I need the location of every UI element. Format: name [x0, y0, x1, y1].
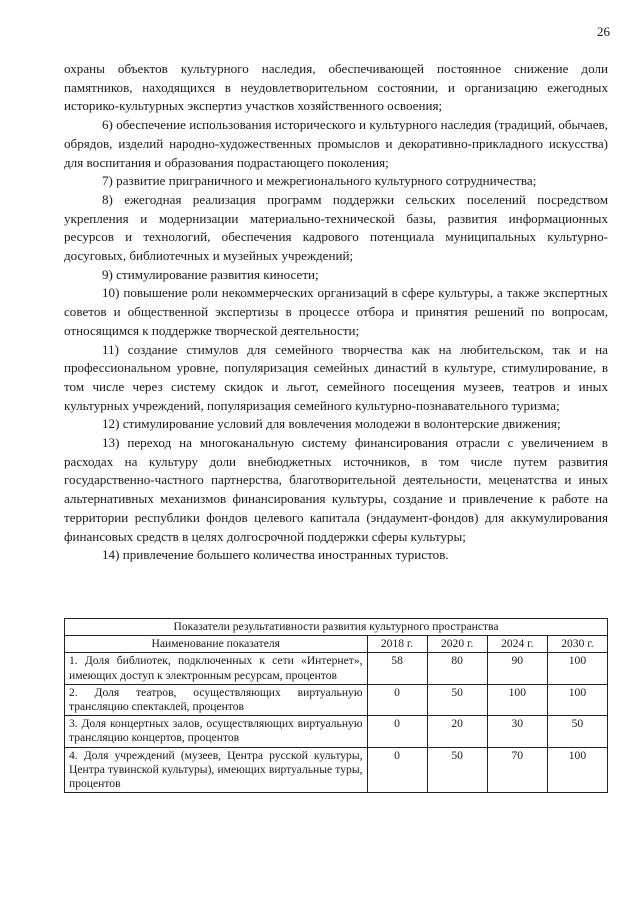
value-2024: 90	[487, 653, 547, 684]
paragraph-item-14: 14) привлечение большего количества иностранных туристов.	[102, 547, 449, 563]
table-row	[65, 653, 608, 684]
value-2020: 80	[427, 653, 487, 684]
value-2030: 100	[547, 747, 607, 793]
value-2020: 50	[427, 747, 487, 793]
value-2030: 50	[547, 716, 607, 747]
value-2024: 30	[487, 716, 547, 747]
indicator-name: 2. Доля театров, осуществляющих виртуальную трансляцию спектаклей, процентов	[65, 684, 368, 715]
value-2018: 0	[367, 747, 427, 793]
column-header-2018: 2018 г.	[367, 636, 427, 653]
indicator-name: 1. Доля библиотек, подключенных к сети «Интернет», имеющих доступ к электронным ресурсам, процентов	[65, 653, 368, 684]
table-caption-row	[65, 619, 608, 636]
table-row	[65, 716, 608, 747]
paragraph-item-12: 12) стимулирование условий для вовлечения молодежи в волонтерские движения;	[102, 416, 561, 432]
value-2018: 58	[367, 653, 427, 684]
paragraph-item-6: 6) обеспечение использования исторического и культурного наследия (традиций, обычаев, обрядов, изделий народно-художественных промыслов и декоративно-прикладного искусства) для воспитания и образования подрастающего поколения;	[64, 117, 608, 170]
paragraph-item-10: 10) повышение роли некоммерческих организаций в сфере культуры, а также экспертных советов и общественной экспертизы в процессе отбора и принятия решений по вопросам, относящимся к поддержке творческой деятельности;	[64, 285, 608, 338]
column-header-2024: 2024 г.	[487, 636, 547, 653]
table-row	[65, 684, 608, 715]
value-2018: 0	[367, 716, 427, 747]
value-2024: 100	[487, 684, 547, 715]
table-caption: Показатели результативности развития культурного пространства	[65, 619, 608, 636]
paragraph-item-11: 11) создание стимулов для семейного творчества как на любительском, так и на профессиональном уровне, популяризация семейных династий в культуре, стимулирование, в том числе через систему скидок и льгот, семейного посещения музеев, театров и иных культурных учреждений, популяризация семейного культурно-познавательного туризма;	[64, 341, 608, 413]
value-2030: 100	[547, 653, 607, 684]
table-header-row	[65, 636, 608, 653]
indicators-table	[64, 618, 608, 793]
indicator-name: 4. Доля учреждений (музеев, Центра русской культуры, Центра тувинской культуры), имеющих виртуальные туры, процентов	[65, 747, 368, 793]
column-header-2030: 2030 г.	[547, 636, 607, 653]
value-2030: 100	[547, 684, 607, 715]
indicator-name: 3. Доля концертных залов, осуществляющих виртуальную трансляцию концертов, процентов	[65, 716, 368, 747]
column-header-name: Наименование показателя	[65, 636, 368, 653]
paragraph-continuation: охраны объектов культурного наследия, обеспечивающей постоянное снижение доли памятников, находящихся в неудовлетворительном состоянии, и организацию ежегодных историко-культурных экспертиз участков хозяйственного освоения;	[64, 61, 608, 114]
body-text	[64, 60, 608, 565]
paragraph-item-13: 13) переход на многоканальную систему финансирования отрасли с увеличением в расходах на культуру доли внебюджетных источников, в том числе путем развития государственно-частного партнерства, благотворительной деятельности, меценатства и иных альтернативных механизмов финансирования культуры, создание и привлечение к работе на территории республики фондов целевого капитала (эндаумент-фондов) для аккумулирования финансовых средств в целях долгосрочной поддержки сферы культуры;	[64, 435, 608, 544]
paragraph-item-9: 9) стимулирование развития киносети;	[102, 266, 319, 282]
value-2020: 20	[427, 716, 487, 747]
paragraph-item-8: 8) ежегодная реализация программ поддержки сельских поселений посредством укрепления и модернизации материально-технической базы, развития информационных ресурсов и технологий, обеспечения кадрового потенциала муниципальных культурно-досуговых, библиотечных и музейных учреждений;	[64, 191, 608, 264]
value-2018: 0	[367, 684, 427, 715]
value-2020: 50	[427, 684, 487, 715]
page-number: 26	[597, 24, 610, 39]
column-header-2020: 2020 г.	[427, 636, 487, 653]
paragraph-item-7: 7) развитие приграничного и межрегионального культурного сотрудничества;	[102, 173, 537, 189]
table-row	[65, 747, 608, 793]
value-2024: 70	[487, 747, 547, 793]
